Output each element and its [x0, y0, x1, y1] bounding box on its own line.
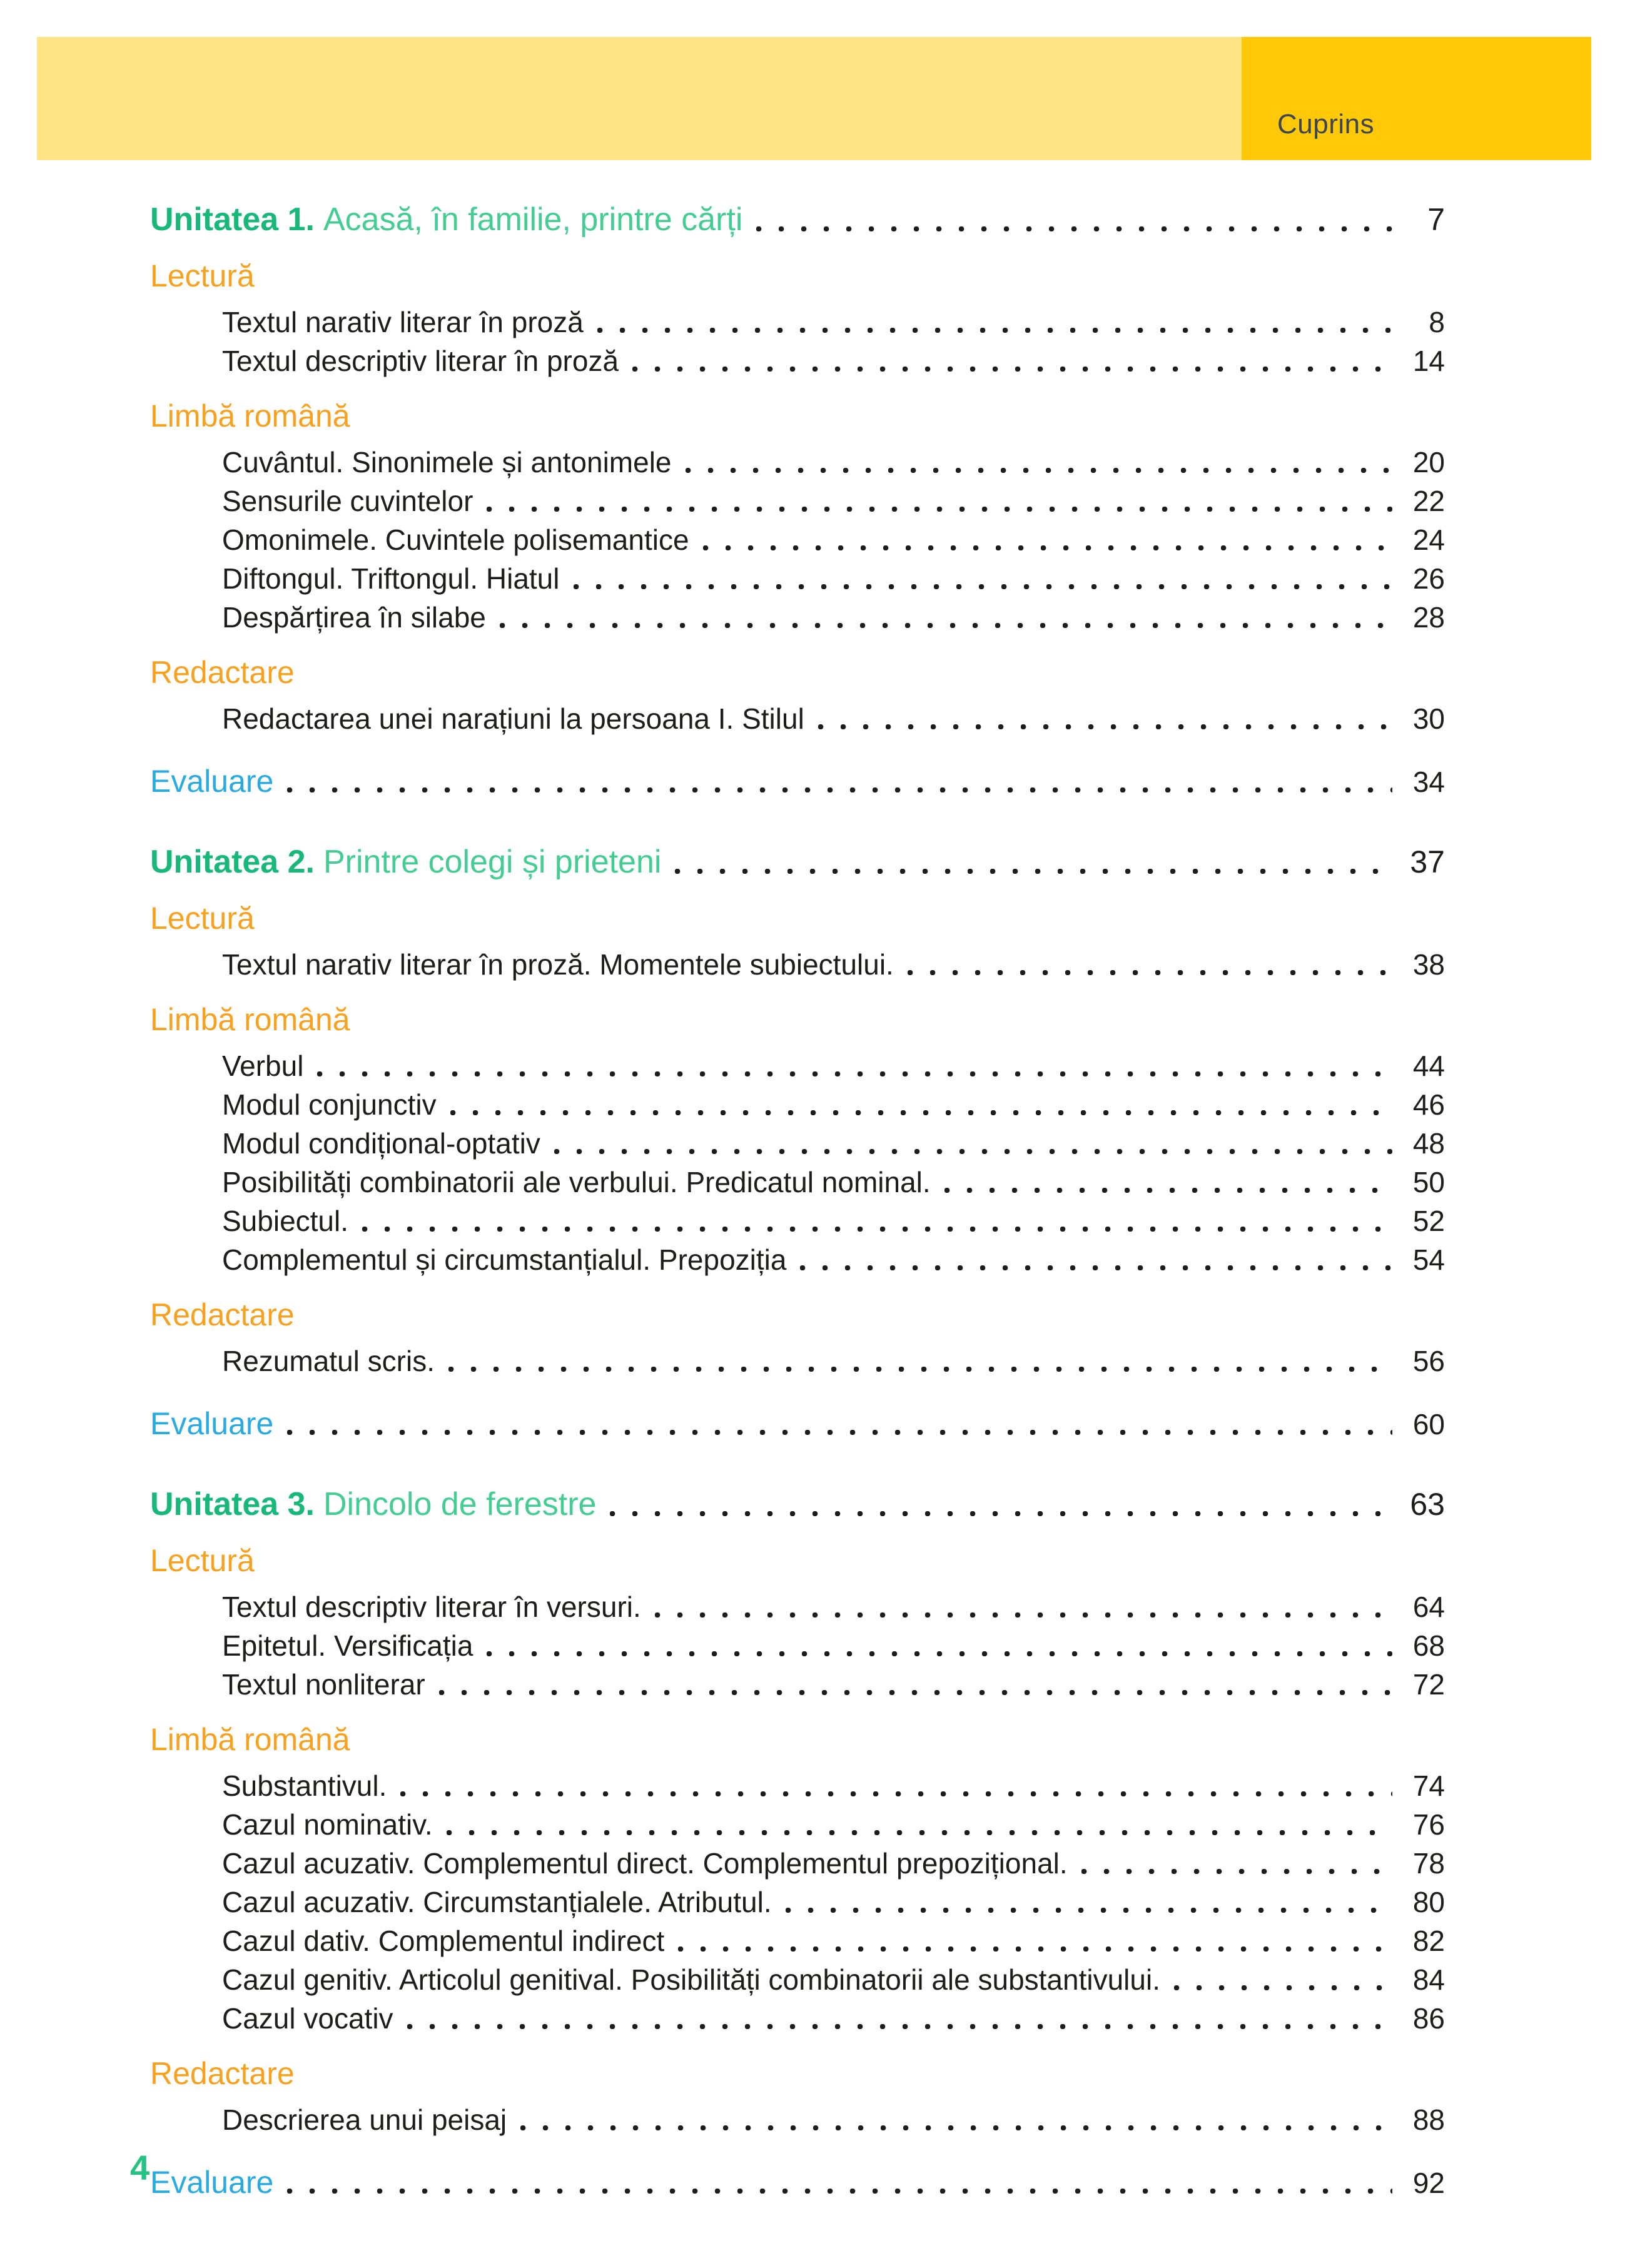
dot-leader — [438, 1805, 1392, 1844]
item-label: Textul nonliterar — [222, 1668, 425, 1701]
item-label: Cazul acuzativ. Complementul direct. Complementul prepozițional. — [222, 1847, 1068, 1880]
item-page-number: 74 — [1412, 1769, 1445, 1802]
item-label: Redactarea unei narațiuni la persoana I. Stilul — [222, 702, 804, 735]
item-label: Modul condițional-optativ — [222, 1127, 540, 1160]
item-page-number: 56 — [1412, 1345, 1445, 1377]
unit-title-bold: Unitatea 1. — [150, 201, 315, 238]
item-page-number: 84 — [1412, 1963, 1445, 1996]
dot-leader — [392, 1766, 1392, 1805]
item-page-number: 80 — [1412, 1886, 1445, 1918]
item-label: Cuvântul. Sinonimele și antonimele — [222, 446, 672, 478]
item-page-number: 68 — [1412, 1629, 1445, 1662]
item-page-number: 88 — [1412, 2103, 1445, 2136]
item-label: Despărțirea în silabe — [222, 601, 486, 634]
item-label: Verbul — [222, 1050, 304, 1082]
toc-item-row — [150, 1202, 1445, 1240]
item-page-number: 82 — [1412, 1925, 1445, 1957]
item-page-number: 20 — [1412, 446, 1445, 478]
item-label: Cazul vocativ — [222, 2002, 393, 2035]
item-page-number: 14 — [1412, 345, 1445, 377]
toc-item-row — [150, 1960, 1445, 1999]
dot-leader — [747, 199, 1392, 240]
section-heading: Limbă română — [150, 398, 350, 433]
evaluare-page-number: 34 — [1412, 766, 1445, 798]
toc-item-row — [150, 1342, 1445, 1380]
item-label: Substantivul. — [222, 1769, 387, 1802]
item-page-number: 78 — [1412, 1847, 1445, 1880]
toc-item-row — [150, 1805, 1445, 1844]
item-label: Textul descriptiv literar în versuri. — [222, 1591, 641, 1623]
item-page-number: 28 — [1412, 601, 1445, 634]
item-page-number: 48 — [1412, 1127, 1445, 1160]
item-page-number: 44 — [1412, 1050, 1445, 1082]
section-heading: Limbă română — [150, 1722, 350, 1757]
item-label: Cazul dativ. Complementul indirect — [222, 1925, 665, 1957]
dot-leader — [899, 945, 1392, 984]
toc-item-row — [150, 945, 1445, 984]
toc-item-row — [150, 1999, 1445, 2038]
dot-leader — [478, 1626, 1392, 1665]
toc-item-row — [150, 1665, 1445, 1704]
dot-leader — [478, 482, 1392, 520]
unit-page-number: 37 — [1410, 844, 1445, 879]
toc-item-row — [150, 1240, 1445, 1279]
item-label: Diftongul. Triftongul. Hiatul — [222, 562, 560, 595]
dot-leader — [669, 1921, 1392, 1960]
dot-leader — [353, 1202, 1392, 1240]
toc-item-row — [150, 342, 1445, 380]
dot-leader — [545, 1124, 1392, 1163]
dot-leader — [565, 559, 1393, 598]
item-page-number: 54 — [1412, 1243, 1445, 1276]
unit-title-rest: Acasă, în familie, printre cărți — [323, 201, 743, 238]
dot-leader — [308, 1046, 1392, 1085]
toc-item-row — [150, 1921, 1445, 1960]
dot-leader — [1165, 1960, 1392, 1999]
dot-leader — [677, 443, 1392, 482]
page-title: Cuprins — [1277, 109, 1375, 139]
unit-title-rest: Printre colegi și prieteni — [323, 844, 662, 880]
dot-leader — [777, 1883, 1392, 1921]
toc-item-row — [150, 303, 1445, 342]
section-heading: Lectură — [150, 1543, 255, 1578]
item-page-number: 8 — [1429, 306, 1445, 338]
item-page-number: 24 — [1412, 524, 1445, 556]
toc-item-row — [150, 1626, 1445, 1665]
dot-leader — [601, 1484, 1392, 1525]
dot-leader — [442, 1085, 1392, 1124]
toc-item-row — [150, 1883, 1445, 1921]
section-heading: Limbă română — [150, 1002, 350, 1037]
item-label: Posibilități combinatorii ale verbului. Predicatul nominal. — [222, 1166, 931, 1198]
dot-leader — [398, 1999, 1392, 2038]
section-heading: Redactare — [150, 1297, 295, 1332]
toc-item-row — [150, 1587, 1445, 1626]
dot-leader — [694, 520, 1392, 559]
toc-unit-row — [150, 1484, 1445, 1525]
item-page-number: 26 — [1412, 562, 1445, 595]
unit-title-bold: Unitatea 2. — [150, 844, 315, 880]
item-page-number: 30 — [1412, 702, 1445, 735]
dot-leader — [589, 303, 1392, 342]
item-label: Subiectul. — [222, 1205, 349, 1237]
item-page-number: 76 — [1412, 1808, 1445, 1841]
dot-leader — [809, 699, 1392, 738]
header-band-dark — [1242, 37, 1591, 160]
toc-item-row — [150, 699, 1445, 738]
header-band-light — [37, 37, 1242, 160]
toc-item-row — [150, 559, 1445, 598]
toc-item-row — [150, 1124, 1445, 1163]
evaluare-label: Evaluare — [150, 1406, 274, 1441]
item-label: Omonimele. Cuvintele polisemantice — [222, 524, 689, 556]
toc-evaluare-row — [150, 1404, 1445, 1444]
dot-leader — [936, 1163, 1392, 1202]
evaluare-label: Evaluare — [150, 2165, 274, 2200]
item-label: Cazul acuzativ. Circumstanțialele. Atributul. — [222, 1886, 772, 1918]
dot-leader — [440, 1342, 1392, 1380]
toc-item-row — [150, 1046, 1445, 1085]
item-label: Cazul genitiv. Articolul genitival. Posibilități combinatorii ale substantivului. — [222, 1963, 1160, 1996]
item-page-number: 46 — [1412, 1088, 1445, 1121]
unit-title-rest: Dincolo de ferestre — [323, 1486, 597, 1522]
evaluare-label: Evaluare — [150, 764, 274, 799]
item-label: Textul narativ literar în proză. Momentele subiectului. — [222, 948, 894, 981]
toc-item-row — [150, 482, 1445, 520]
item-page-number: 64 — [1412, 1591, 1445, 1623]
unit-page-number: 63 — [1410, 1487, 1445, 1522]
item-page-number: 38 — [1412, 948, 1445, 981]
toc-item-row — [150, 520, 1445, 559]
dot-leader — [430, 1665, 1392, 1704]
item-label: Modul conjunctiv — [222, 1088, 437, 1121]
toc-evaluare-row — [150, 762, 1445, 801]
toc-unit-row — [150, 199, 1445, 240]
evaluare-page-number: 92 — [1412, 2167, 1445, 2199]
item-page-number: 50 — [1412, 1166, 1445, 1198]
item-label: Descrierea unui peisaj — [222, 2103, 507, 2136]
item-page-number: 52 — [1412, 1205, 1445, 1237]
item-label: Epitetul. Versificația — [222, 1629, 473, 1662]
unit-page-number: 7 — [1427, 202, 1445, 237]
dot-leader — [278, 1404, 1392, 1444]
section-heading: Redactare — [150, 655, 295, 690]
item-label: Complementul și circumstanțialul. Prepoziția — [222, 1243, 787, 1276]
dot-leader — [491, 598, 1392, 637]
item-page-number: 86 — [1412, 2002, 1445, 2035]
section-heading: Lectură — [150, 901, 255, 936]
toc — [150, 199, 1445, 2207]
dot-leader — [1073, 1844, 1392, 1883]
item-page-number: 72 — [1412, 1668, 1445, 1701]
toc-item-row — [150, 598, 1445, 637]
item-label: Rezumatul scris. — [222, 1345, 435, 1377]
page-number: 4 — [130, 2148, 150, 2187]
item-page-number: 22 — [1412, 485, 1445, 517]
toc-item-row — [150, 2100, 1445, 2139]
toc-evaluare-row — [150, 2163, 1445, 2202]
toc-item-row — [150, 1766, 1445, 1805]
item-label: Cazul nominativ. — [222, 1808, 433, 1841]
toc-item-row — [150, 1844, 1445, 1883]
header-band — [37, 37, 1591, 160]
dot-leader — [791, 1240, 1392, 1279]
toc-unit-row — [150, 841, 1445, 883]
toc-item-row — [150, 1085, 1445, 1124]
dot-leader — [278, 2163, 1392, 2202]
unit-title-bold: Unitatea 3. — [150, 1486, 315, 1522]
toc-item-row — [150, 443, 1445, 482]
item-label: Textul narativ literar în proză — [222, 306, 584, 338]
section-heading: Lectură — [150, 258, 255, 293]
dot-leader — [512, 2100, 1392, 2139]
item-label: Textul descriptiv literar în proză — [222, 345, 619, 377]
dot-leader — [624, 342, 1392, 380]
dot-leader — [666, 841, 1392, 883]
toc-item-row — [150, 1163, 1445, 1202]
dot-leader — [278, 762, 1392, 801]
dot-leader — [646, 1587, 1392, 1626]
section-heading: Redactare — [150, 2056, 295, 2091]
evaluare-page-number: 60 — [1412, 1408, 1445, 1440]
item-label: Sensurile cuvintelor — [222, 485, 473, 517]
